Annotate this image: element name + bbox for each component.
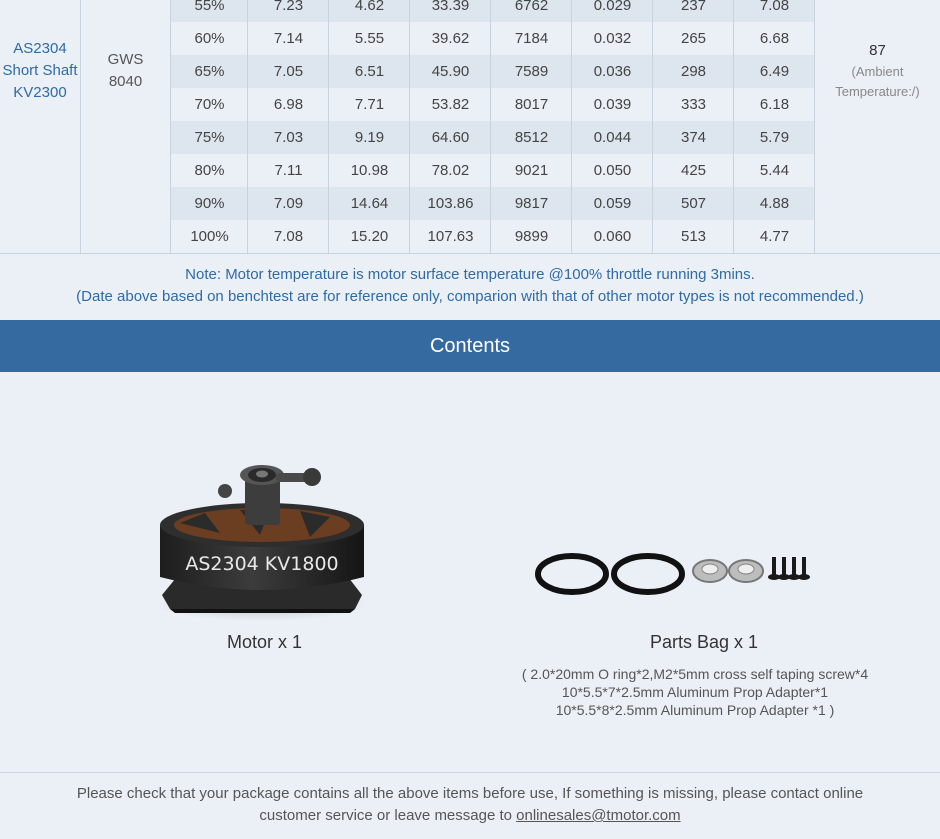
table-cell: 7.14 <box>273 30 304 47</box>
table-cell: 0.036 <box>593 63 632 80</box>
table-cell: 107.63 <box>427 228 474 245</box>
table-cell: 64.60 <box>431 129 470 146</box>
table-divider <box>328 0 329 253</box>
propeller-line: 8040 <box>108 73 143 90</box>
table-row <box>171 0 815 22</box>
table-row <box>171 88 815 121</box>
table-cell: 7.05 <box>273 63 304 80</box>
table-row <box>171 220 815 253</box>
table-divider <box>571 0 572 253</box>
table-cell: 78.02 <box>431 162 470 179</box>
parts-description <box>470 665 920 719</box>
table-cell: 14.64 <box>350 195 389 212</box>
table-cell: 513 <box>680 228 707 245</box>
contents-header <box>0 320 940 372</box>
table-cell: 7.09 <box>273 195 304 212</box>
table-divider <box>247 0 248 253</box>
table-cell: 45.90 <box>431 63 470 80</box>
table-cell: 60% <box>194 30 225 47</box>
table-cell: 0.050 <box>593 162 632 179</box>
table-cell: 6.68 <box>759 30 790 47</box>
propeller-line: GWS <box>107 51 144 68</box>
motor-model-line: AS2304 <box>13 40 67 57</box>
table-cell: 265 <box>680 30 707 47</box>
table-cell: 15.20 <box>350 228 389 245</box>
table-cell: 374 <box>680 129 707 146</box>
footer-divider <box>0 772 940 773</box>
parts-item-label: Parts Bag x 1 <box>649 632 759 652</box>
table-cell: 0.060 <box>593 228 632 245</box>
table-cell: 10.98 <box>350 162 389 179</box>
table-cell: 7184 <box>514 30 549 47</box>
table-row <box>171 154 815 187</box>
table-cell: 7.08 <box>759 0 790 14</box>
table-divider <box>652 0 653 253</box>
benchtest-note <box>0 264 940 308</box>
table-cell: 5.55 <box>354 30 385 47</box>
table-cell: 39.62 <box>431 30 470 47</box>
table-cell: 9.19 <box>354 129 385 146</box>
table-cell: 0.059 <box>593 195 632 212</box>
table-row <box>171 187 815 220</box>
table-cell: 4.88 <box>759 195 790 212</box>
table-row <box>171 55 815 88</box>
footer-line <box>40 805 900 827</box>
spec-table <box>0 0 940 253</box>
motor-model-line: Short Shaft <box>2 62 78 79</box>
table-bottom-border <box>0 253 940 254</box>
footer-notice <box>40 783 900 827</box>
table-cell: 7589 <box>514 63 549 80</box>
table-cell: 70% <box>194 96 225 113</box>
table-cell: 7.03 <box>273 129 304 146</box>
table-cell: 7.23 <box>273 0 304 14</box>
contents-title: Contents <box>429 334 511 357</box>
motor-model-line: KV2300 <box>13 84 67 101</box>
table-cell: 8512 <box>514 129 549 146</box>
table-cell: 9021 <box>514 162 549 179</box>
temperature-cell <box>815 40 940 102</box>
temperature-value: 87 <box>869 42 886 59</box>
table-cell: 6.98 <box>273 96 304 113</box>
table-cell: 9817 <box>514 195 549 212</box>
table-divider <box>170 0 171 253</box>
table-cell: 333 <box>680 96 707 113</box>
table-cell: 425 <box>680 162 707 179</box>
note-line: (Date above based on benchtest are for reference only, comparion with that of other motor types is not recommended.) <box>76 288 864 305</box>
table-row <box>171 121 815 154</box>
table-cell: 90% <box>194 195 225 212</box>
table-cell: 298 <box>680 63 707 80</box>
table-cell: 6.49 <box>759 63 790 80</box>
temperature-note: Temperature:/) <box>835 84 920 99</box>
parts-description-line: ( 2.0*20mm O ring*2,M2*5mm cross self taping screw*4 <box>521 666 869 682</box>
table-divider <box>490 0 491 253</box>
table-cell: 55% <box>194 0 225 14</box>
parts-bag-photo-icon <box>530 540 830 600</box>
table-cell: 103.86 <box>427 195 474 212</box>
table-row <box>171 22 815 55</box>
footer-line: Please check that your package contains all the above items before use, If something is missing, please contact online <box>76 785 864 802</box>
motor-engraving: AS2304 KV1800 <box>185 553 339 575</box>
table-divider <box>814 0 815 253</box>
note-line: Note: Motor temperature is motor surface temperature @100% throttle running 3mins. <box>185 266 755 283</box>
motor-item-label: Motor x 1 <box>226 632 303 652</box>
motor-photo-icon <box>150 455 375 625</box>
table-cell: 53.82 <box>431 96 470 113</box>
table-cell: 237 <box>680 0 707 14</box>
table-cell: 507 <box>680 195 707 212</box>
table-cell: 0.032 <box>593 30 632 47</box>
table-divider <box>733 0 734 253</box>
table-cell: 4.77 <box>759 228 790 245</box>
table-cell: 7.71 <box>354 96 385 113</box>
footer-prefix: customer service or leave message to <box>259 807 517 824</box>
table-cell: 4.62 <box>354 0 385 14</box>
table-cell: 8017 <box>514 96 549 113</box>
table-cell: 0.044 <box>593 129 632 146</box>
table-cell: 6762 <box>514 0 549 14</box>
table-cell: 0.039 <box>593 96 632 113</box>
table-cell: 75% <box>194 129 225 146</box>
table-cell: 80% <box>194 162 225 179</box>
support-email-link[interactable]: onlinesales@tmotor.com <box>516 807 681 824</box>
table-cell: 0.029 <box>593 0 632 14</box>
table-cell: 65% <box>194 63 225 80</box>
table-cell: 100% <box>190 228 229 245</box>
table-divider <box>409 0 410 253</box>
motor-model-cell[interactable] <box>0 38 80 104</box>
table-cell: 33.39 <box>431 0 470 14</box>
table-cell: 6.51 <box>354 63 385 80</box>
table-cell: 7.08 <box>273 228 304 245</box>
table-divider <box>80 0 81 253</box>
table-cell: 5.44 <box>759 162 790 179</box>
temperature-note: (Ambient <box>851 64 904 79</box>
table-cell: 7.11 <box>274 162 303 179</box>
propeller-cell <box>81 49 170 93</box>
table-cell: 5.79 <box>759 129 790 146</box>
parts-description-line: 10*5.5*8*2.5mm Aluminum Prop Adapter *1 ) <box>555 702 835 718</box>
table-cell: 9899 <box>514 228 549 245</box>
parts-description-line: 10*5.5*7*2.5mm Aluminum Prop Adapter*1 <box>561 684 829 700</box>
table-cell: 6.18 <box>759 96 790 113</box>
